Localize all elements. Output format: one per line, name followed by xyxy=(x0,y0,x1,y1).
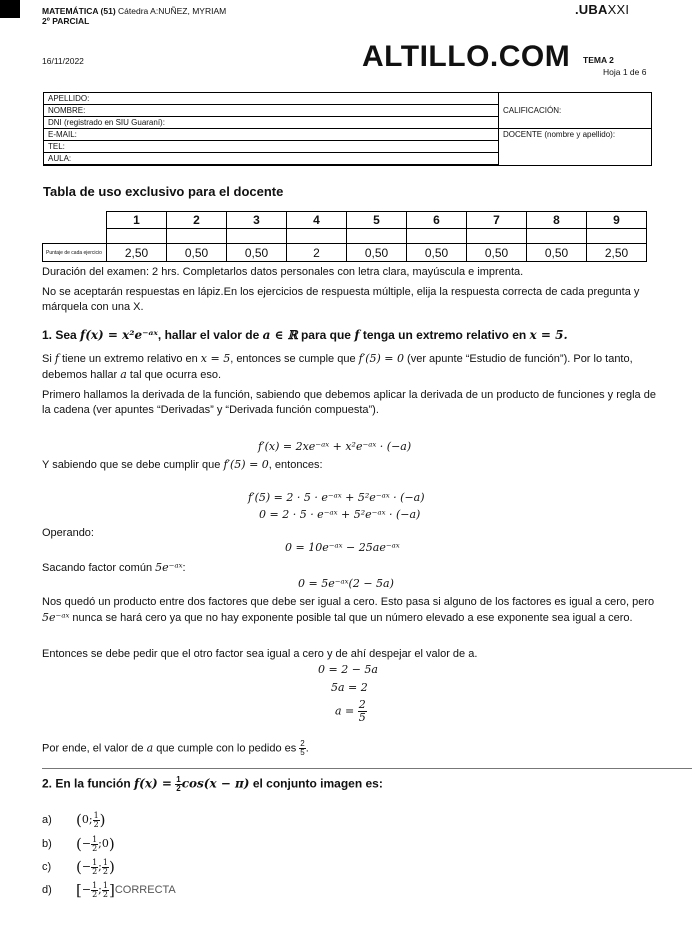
grade-cell[interactable] xyxy=(407,229,467,244)
q1-paragraph-1: Si f tiene un extremo relativo en x = 5, entonces se cumple que f′(5) = 0 (ver apunte “Estudio de función”). Por lo tanto, debemos hallar a tal que ocurra eso. xyxy=(42,352,633,381)
grade-cell[interactable] xyxy=(287,229,347,244)
section-divider xyxy=(42,768,692,769)
page-corner-mark xyxy=(0,0,20,18)
col-header: 6 xyxy=(407,212,467,229)
score-cell: 0,50 xyxy=(347,244,407,262)
grade-table-title: Tabla de uso exclusivo para el docente xyxy=(43,184,284,199)
sheet-number: Hoja 1 de 6 xyxy=(603,67,647,77)
col-header: 7 xyxy=(467,212,527,229)
q2-title: 2. En la función f(x) = $\frac{1}{2}$ cos(x − π) el conjunto imagen es: xyxy=(42,775,383,793)
score-cell: 0,50 xyxy=(467,244,527,262)
score-row-label: Puntaje de cada ejercicio xyxy=(43,244,107,262)
field-email: E-MAIL: xyxy=(44,129,499,141)
score-cell: 0,50 xyxy=(167,244,227,262)
exam-date: 16/11/2022 xyxy=(42,56,84,66)
score-cell: 0,50 xyxy=(407,244,467,262)
score-cell: 0,50 xyxy=(227,244,287,262)
field-docente: DOCENTE (nombre y apellido): xyxy=(499,129,652,166)
equation-step-2: 5a = 2 xyxy=(331,681,368,694)
grade-cell[interactable] xyxy=(227,229,287,244)
col-header: 1 xyxy=(107,212,167,229)
q1-conclusion: Por ende, el valor de a que cumple con lo pedido es $\frac{2}{5}$ . xyxy=(42,739,309,757)
grade-cell[interactable] xyxy=(467,229,527,244)
student-info-box xyxy=(43,92,652,166)
q1-paragraph-2: Primero hallamos la derivada de la función, sabiendo que debemos aplicar la derivada de un producto de funciones y regla de la cadena (ver apuntes “Derivadas” y “Derivada función compuesta”). xyxy=(42,389,656,416)
grade-cell[interactable] xyxy=(527,229,587,244)
grade-cell[interactable] xyxy=(587,229,647,244)
equation-factored: 0 = 5e⁻ᵃˣ(2 − 5a) xyxy=(298,577,394,590)
course-code: MATEMÁTICA (51) xyxy=(42,6,116,16)
q2-option-d[interactable]: d) [− $\frac{1}{2}$ ; $\frac{1}{2}$ ]CORRECTA xyxy=(42,880,176,899)
equation-step-1: 0 = 2 − 5a xyxy=(318,663,378,676)
equation-operated: 0 = 10e⁻ᵃˣ − 25ae⁻ᵃˣ xyxy=(285,541,400,554)
site-logo: ALTILLO.COM xyxy=(362,40,571,73)
pencil-note: No se aceptarán respuestas en lápiz.En los ejercicios de respuesta múltiple, elija la respuesta correcta de cada pregunta y márquela con una X. xyxy=(42,286,640,313)
grade-corner xyxy=(43,212,107,229)
col-header: 3 xyxy=(227,212,287,229)
col-header: 8 xyxy=(527,212,587,229)
grade-cell[interactable] xyxy=(347,229,407,244)
col-header: 2 xyxy=(167,212,227,229)
q2-option-c[interactable]: c) (− $\frac{1}{2}$ ; $\frac{1}{2}$ ) xyxy=(42,857,115,876)
uba-logo: .UBAXXI xyxy=(575,2,630,17)
q1-paragraph-5: Entonces se debe pedir que el otro factor sea igual a cero y de ahí despejar el valor de a. xyxy=(42,648,478,660)
q1-paragraph-4: Nos quedó un producto entre dos factores que debe ser igual a cero. Esto pasa si alguno de los factores es igual a cero, pero 5e⁻ᵃˣ nunca se hará cero ya que no hay exponente posible tal que un número elevado a ese exponente sea igual a cero. xyxy=(42,596,655,624)
grade-table xyxy=(42,211,647,262)
score-cell: 2,50 xyxy=(107,244,167,262)
col-header: 9 xyxy=(587,212,647,229)
partial-label: 2º PARCIAL xyxy=(42,16,90,26)
correct-answer-tag: CORRECTA xyxy=(114,884,176,896)
q1-paragraph-3: Y sabiendo que se debe cumplir que f′(5) = 0, entonces: xyxy=(42,458,323,471)
field-dni: DNI (registrado en SIU Guaraní): xyxy=(44,117,499,129)
tema-label: TEMA 2 xyxy=(583,55,614,65)
field-spacer xyxy=(44,165,499,166)
field-calificacion: CALIFICACIÓN: xyxy=(499,93,652,129)
score-cell: 0,50 xyxy=(527,244,587,262)
equation-step-3: a = $\frac{2}{5}$ xyxy=(335,698,366,724)
grade-cell[interactable] xyxy=(167,229,227,244)
q2-option-a[interactable]: a) (0; $\frac{1}{2}$ ) xyxy=(42,810,106,829)
field-nombre: NOMBRE: xyxy=(44,105,499,117)
field-aula: AULA: xyxy=(44,153,499,165)
field-tel: TEL: xyxy=(44,141,499,153)
operando-label: Operando: xyxy=(42,527,94,539)
duration-note: Duración del examen: 2 hrs. Completarlos datos personales con letra clara, mayúscula e imprenta. xyxy=(42,266,524,278)
q2-option-b[interactable]: b) (− $\frac{1}{2}$ ;0) xyxy=(42,834,115,853)
course-chair: Cátedra A:NUÑEZ, MYRIAM xyxy=(118,6,227,16)
course-header xyxy=(42,6,226,26)
equation-zero: 0 = 2 · 5 · e⁻ᵃˣ + 5²e⁻ᵃˣ · (−a) xyxy=(259,508,421,521)
field-apellido: APELLIDO: xyxy=(44,93,499,105)
q1-title: 1. Sea f(x) = x²e⁻ᵃˣ, hallar el valor de a ∈ ℝ para que f tenga un extremo relativo en x = 5. xyxy=(42,328,568,342)
score-cell: 2 xyxy=(287,244,347,262)
col-header: 5 xyxy=(347,212,407,229)
q1-factor-text: Sacando factor común 5e⁻ᵃˣ: xyxy=(42,561,186,574)
grade-cell[interactable] xyxy=(107,229,167,244)
equation-derivative: f′(x) = 2xe⁻ᵃˣ + x²e⁻ᵃˣ · (−a) xyxy=(258,440,412,453)
col-header: 4 xyxy=(287,212,347,229)
score-cell: 2,50 xyxy=(587,244,647,262)
equation-f5: f′(5) = 2 · 5 · e⁻ᵃˣ + 5²e⁻ᵃˣ · (−a) xyxy=(248,491,425,504)
